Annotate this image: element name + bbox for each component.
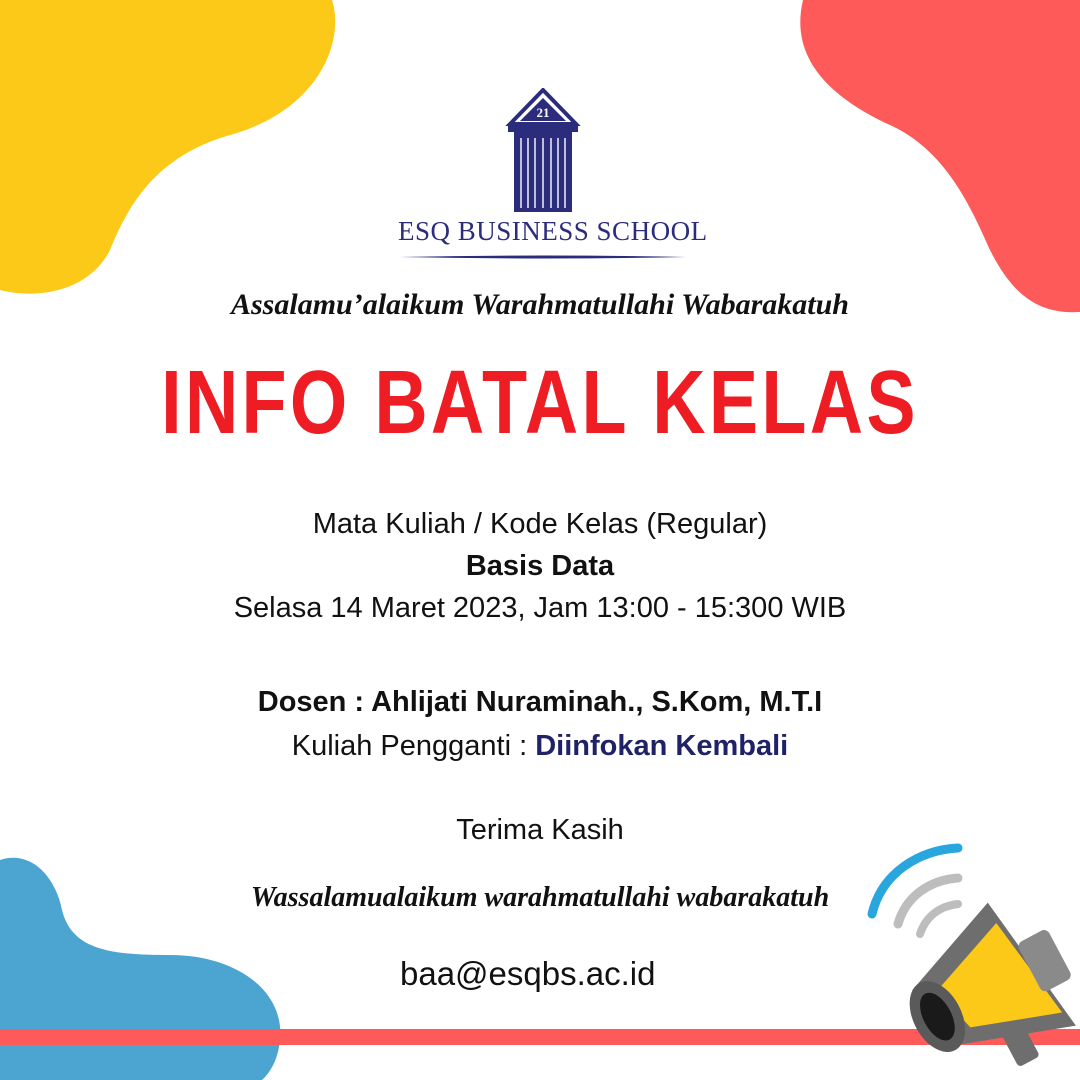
replacement-class [0,730,1080,763]
megaphone-icon [860,842,1080,1080]
course-label: Mata Kuliah / Kode Kelas (Regular) [312,508,768,540]
course-name: Basis Data [465,550,615,582]
lecturer-name: Dosen : Ahlijati Nuraminah., S.Kom, M.T.I [257,686,823,718]
svg-text:21: 21 [536,105,550,120]
headline-title: INFO BATAL KELAS [161,353,919,453]
red-blob-decoration [795,0,1080,320]
building-tower-icon [498,88,588,216]
thanks-text: Terima Kasih [456,814,624,846]
contact-email: baa@esqbs.ac.id [400,955,656,992]
course-schedule: Selasa 14 Maret 2023, Jam 13:00 - 15:300 WIB [233,592,847,624]
opening-greeting: Assalamu’alaikum Warahmatullahi Wabarakatuh [231,288,849,321]
logo-underline [398,254,688,260]
replacement-value: Diinfokan Kembali [535,730,789,762]
closing-greeting: Wassalamualaikum warahmatullahi wabarakatuh [250,882,830,913]
school-name: ESQ BUSINESS SCHOOL [398,216,708,246]
school-logo [398,88,708,260]
yellow-blob-decoration [0,0,340,300]
replacement-label: Kuliah Pengganti : [291,730,536,762]
